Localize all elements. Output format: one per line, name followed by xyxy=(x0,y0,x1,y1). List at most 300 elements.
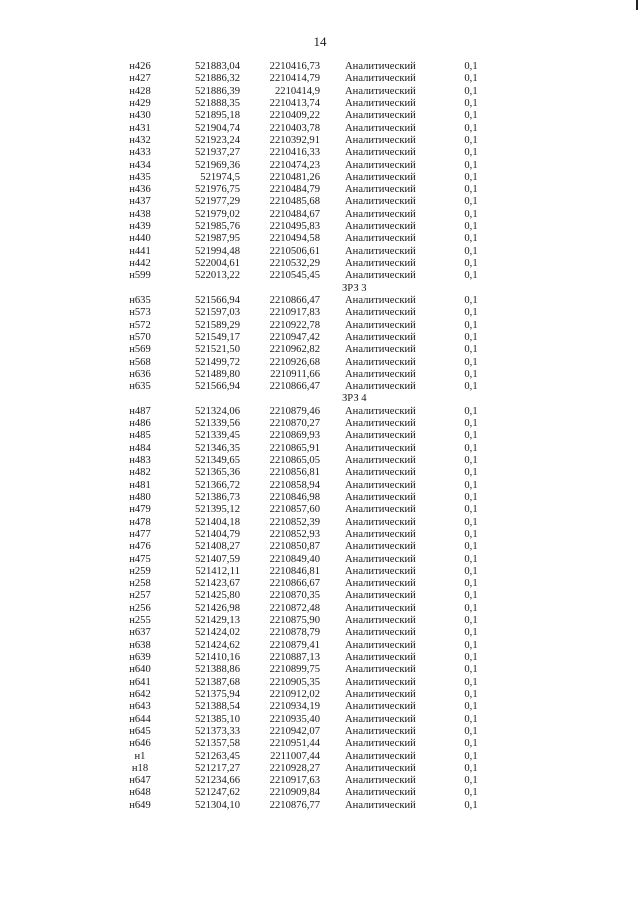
accuracy: 0,1 xyxy=(464,258,478,269)
y-coordinate: 2210878,79 xyxy=(269,627,320,639)
accuracy: 0,1 xyxy=(464,97,478,109)
table-row xyxy=(0,233,640,245)
x-coordinate: 521974,5 xyxy=(200,171,240,183)
point-id: н427 xyxy=(129,73,151,85)
x-coordinate: 521499,72 xyxy=(194,356,240,368)
point-id: н18 xyxy=(131,762,149,774)
method: Аналитический xyxy=(345,713,416,725)
method: Аналитический xyxy=(345,85,416,97)
method: Аналитический xyxy=(345,159,416,171)
x-coordinate: 521339,45 xyxy=(194,430,240,442)
y-coordinate: 2210474,23 xyxy=(269,159,320,171)
point-id: н483 xyxy=(129,455,151,466)
point-id: н645 xyxy=(129,725,151,737)
y-coordinate: 2210911,66 xyxy=(270,368,320,380)
x-coordinate: 521883,04 xyxy=(194,61,240,72)
point-id: н568 xyxy=(129,356,151,368)
point-id: н641 xyxy=(129,676,151,688)
point-id: н1 xyxy=(134,750,146,762)
x-coordinate: 521979,02 xyxy=(194,208,240,220)
x-coordinate: 521387,68 xyxy=(194,676,240,688)
method: Аналитический xyxy=(345,750,416,762)
x-coordinate: 521969,36 xyxy=(194,159,240,171)
method: Аналитический xyxy=(345,442,416,454)
point-id: н646 xyxy=(129,738,151,750)
accuracy: 0,1 xyxy=(464,775,478,787)
method: Аналитический xyxy=(345,664,416,676)
accuracy: 0,1 xyxy=(464,442,478,454)
point-id: н636 xyxy=(129,368,151,380)
table-row xyxy=(0,738,640,750)
x-coordinate: 521404,18 xyxy=(194,516,240,528)
accuracy: 0,1 xyxy=(464,799,478,811)
x-coordinate: 521404,79 xyxy=(194,528,240,540)
table-row xyxy=(0,517,640,529)
method: Аналитический xyxy=(345,73,416,85)
method: Аналитический xyxy=(345,701,416,713)
y-coordinate: 2210494,58 xyxy=(269,233,320,245)
section-heading-row xyxy=(0,393,640,405)
point-id: н436 xyxy=(129,184,151,196)
y-coordinate: 2210857,60 xyxy=(269,504,320,516)
y-coordinate: 2210870,35 xyxy=(269,590,320,602)
point-id: н573 xyxy=(129,307,151,319)
accuracy: 0,1 xyxy=(464,122,478,134)
method: Аналитический xyxy=(345,553,416,565)
point-id: н638 xyxy=(129,639,151,651)
table-row xyxy=(0,172,640,184)
table-row xyxy=(0,135,640,147)
accuracy: 0,1 xyxy=(464,73,478,85)
point-id: н481 xyxy=(129,479,151,491)
y-coordinate: 2210416,73 xyxy=(269,61,320,72)
y-coordinate: 2210409,22 xyxy=(269,110,320,122)
x-coordinate: 521412,11 xyxy=(195,565,240,577)
y-coordinate: 2210917,83 xyxy=(269,307,320,319)
method: Аналитический xyxy=(345,147,416,159)
point-id: н476 xyxy=(129,541,151,553)
point-id: н432 xyxy=(129,134,151,146)
x-coordinate: 521977,29 xyxy=(194,196,240,208)
method: Аналитический xyxy=(345,504,416,516)
method: Аналитический xyxy=(345,245,416,257)
point-id: н484 xyxy=(129,442,151,454)
x-coordinate: 521304,10 xyxy=(194,799,240,811)
x-coordinate: 521923,24 xyxy=(194,134,240,146)
point-id: н569 xyxy=(129,344,151,356)
x-coordinate: 521423,67 xyxy=(194,578,240,590)
y-coordinate: 2210413,74 xyxy=(269,97,320,109)
y-coordinate: 2210850,87 xyxy=(269,541,320,553)
method: Аналитический xyxy=(345,344,416,356)
x-coordinate: 521388,86 xyxy=(194,664,240,676)
accuracy: 0,1 xyxy=(464,762,478,774)
accuracy: 0,1 xyxy=(464,110,478,122)
table-row xyxy=(0,787,640,799)
table-row xyxy=(0,110,640,122)
y-coordinate: 2210506,61 xyxy=(269,245,320,257)
table-row xyxy=(0,689,640,701)
y-coordinate: 2210532,29 xyxy=(269,258,320,269)
y-coordinate: 2210951,44 xyxy=(269,738,320,750)
method: Аналитический xyxy=(345,221,416,233)
method: Аналитический xyxy=(345,627,416,639)
accuracy: 0,1 xyxy=(464,541,478,553)
method: Аналитический xyxy=(345,61,416,72)
y-coordinate: 2210414,79 xyxy=(269,73,320,85)
table-row xyxy=(0,701,640,713)
table-row xyxy=(0,295,640,307)
y-coordinate: 2210905,35 xyxy=(269,676,320,688)
x-coordinate: 521349,65 xyxy=(194,455,240,466)
x-coordinate: 521375,94 xyxy=(194,688,240,700)
y-coordinate: 2210865,91 xyxy=(269,442,320,454)
method: Аналитический xyxy=(345,307,416,319)
y-coordinate: 2210922,78 xyxy=(269,319,320,331)
x-coordinate: 522013,22 xyxy=(194,270,240,282)
table-row xyxy=(0,590,640,602)
accuracy: 0,1 xyxy=(464,196,478,208)
x-coordinate: 521886,39 xyxy=(194,85,240,97)
method: Аналитический xyxy=(345,541,416,553)
table-row xyxy=(0,320,640,332)
x-coordinate: 521994,48 xyxy=(194,245,240,257)
point-id: н635 xyxy=(129,381,151,393)
x-coordinate: 521937,27 xyxy=(194,147,240,159)
y-coordinate: 2210392,91 xyxy=(269,134,320,146)
table-row xyxy=(0,578,640,590)
table-row xyxy=(0,418,640,430)
y-coordinate: 2210887,13 xyxy=(269,652,320,663)
y-coordinate: 2210856,81 xyxy=(269,467,320,479)
table-row xyxy=(0,196,640,208)
x-coordinate: 521263,45 xyxy=(194,750,240,762)
method: Аналитический xyxy=(345,208,416,220)
table-row xyxy=(0,406,640,418)
accuracy: 0,1 xyxy=(464,159,478,171)
accuracy: 0,1 xyxy=(464,381,478,393)
table-row xyxy=(0,381,640,393)
point-id: н480 xyxy=(129,491,151,503)
y-coordinate: 2210934,19 xyxy=(269,701,320,713)
y-coordinate: 2210481,26 xyxy=(269,171,320,183)
accuracy: 0,1 xyxy=(464,208,478,220)
y-coordinate: 2210403,78 xyxy=(269,122,320,134)
method: Аналитический xyxy=(345,381,416,393)
y-coordinate: 2210935,40 xyxy=(269,713,320,725)
table-row xyxy=(0,652,640,664)
point-id: н635 xyxy=(129,294,151,306)
table-row xyxy=(0,332,640,344)
y-coordinate: 2210484,67 xyxy=(269,208,320,220)
y-coordinate: 2210962,82 xyxy=(269,344,320,356)
x-coordinate: 521365,36 xyxy=(194,467,240,479)
x-coordinate: 521388,54 xyxy=(194,701,240,713)
section-title: ЗРЗ 4 xyxy=(342,393,367,405)
accuracy: 0,1 xyxy=(464,738,478,750)
accuracy: 0,1 xyxy=(464,319,478,331)
method: Аналитический xyxy=(345,467,416,479)
section-heading-row xyxy=(0,283,640,295)
table-row xyxy=(0,615,640,627)
x-coordinate: 521895,18 xyxy=(194,110,240,122)
method: Аналитический xyxy=(345,738,416,750)
table-row xyxy=(0,147,640,159)
y-coordinate: 2210414,9 xyxy=(274,85,320,97)
y-coordinate: 2210872,48 xyxy=(269,602,320,614)
table-row xyxy=(0,603,640,615)
point-id: н485 xyxy=(129,430,151,442)
method: Аналитический xyxy=(345,639,416,651)
accuracy: 0,1 xyxy=(464,590,478,602)
table-row xyxy=(0,566,640,578)
method: Аналитический xyxy=(345,725,416,737)
point-id: н430 xyxy=(129,110,151,122)
y-coordinate: 2210899,75 xyxy=(269,664,320,676)
point-id: н640 xyxy=(129,664,151,676)
accuracy: 0,1 xyxy=(464,504,478,516)
point-id: н477 xyxy=(129,528,151,540)
accuracy: 0,1 xyxy=(464,368,478,380)
point-id: н438 xyxy=(129,208,151,220)
method: Аналитический xyxy=(345,405,416,417)
x-coordinate: 521597,03 xyxy=(194,307,240,319)
method: Аналитический xyxy=(345,270,416,282)
table-row xyxy=(0,307,640,319)
y-coordinate: 2210846,98 xyxy=(269,491,320,503)
accuracy: 0,1 xyxy=(464,85,478,97)
x-coordinate: 521366,72 xyxy=(194,479,240,491)
table-row xyxy=(0,184,640,196)
method: Аналитический xyxy=(345,196,416,208)
x-coordinate: 521426,98 xyxy=(194,602,240,614)
table-row xyxy=(0,775,640,787)
x-coordinate: 521589,29 xyxy=(194,319,240,331)
accuracy: 0,1 xyxy=(464,134,478,146)
x-coordinate: 521234,66 xyxy=(194,775,240,787)
x-coordinate: 521425,80 xyxy=(194,590,240,602)
y-coordinate: 2210866,47 xyxy=(269,294,320,306)
table-row xyxy=(0,357,640,369)
accuracy: 0,1 xyxy=(464,307,478,319)
coordinate-table xyxy=(0,61,640,812)
x-coordinate: 521346,35 xyxy=(194,442,240,454)
y-coordinate: 2210846,81 xyxy=(269,565,320,577)
table-row xyxy=(0,123,640,135)
table-row xyxy=(0,492,640,504)
x-coordinate: 521385,10 xyxy=(194,713,240,725)
method: Аналитический xyxy=(345,455,416,466)
table-row xyxy=(0,627,640,639)
point-id: н258 xyxy=(129,578,151,590)
table-row xyxy=(0,714,640,726)
method: Аналитический xyxy=(345,258,416,269)
table-row xyxy=(0,209,640,221)
method: Аналитический xyxy=(345,356,416,368)
method: Аналитический xyxy=(345,430,416,442)
table-row xyxy=(0,86,640,98)
y-coordinate: 2210875,90 xyxy=(269,615,320,627)
x-coordinate: 521410,16 xyxy=(194,652,240,663)
method: Аналитический xyxy=(345,331,416,343)
table-row xyxy=(0,467,640,479)
accuracy: 0,1 xyxy=(464,270,478,282)
x-coordinate: 521395,12 xyxy=(194,504,240,516)
accuracy: 0,1 xyxy=(464,344,478,356)
y-coordinate: 2210912,02 xyxy=(269,688,320,700)
table-row xyxy=(0,344,640,356)
method: Аналитический xyxy=(345,479,416,491)
x-coordinate: 521489,80 xyxy=(194,368,240,380)
x-coordinate: 521424,62 xyxy=(194,639,240,651)
accuracy: 0,1 xyxy=(464,750,478,762)
accuracy: 0,1 xyxy=(464,455,478,466)
accuracy: 0,1 xyxy=(464,61,478,72)
accuracy: 0,1 xyxy=(464,639,478,651)
accuracy: 0,1 xyxy=(464,516,478,528)
table-row xyxy=(0,369,640,381)
table-row xyxy=(0,98,640,110)
accuracy: 0,1 xyxy=(464,615,478,627)
table-row xyxy=(0,73,640,85)
y-coordinate: 2210876,77 xyxy=(269,799,320,811)
x-coordinate: 521217,27 xyxy=(194,762,240,774)
table-row xyxy=(0,800,640,812)
method: Аналитический xyxy=(345,787,416,799)
accuracy: 0,1 xyxy=(464,787,478,799)
method: Аналитический xyxy=(345,590,416,602)
section-title: ЗРЗ 3 xyxy=(342,282,367,294)
y-coordinate: 2210858,94 xyxy=(269,479,320,491)
y-coordinate: 2210866,47 xyxy=(269,381,320,393)
accuracy: 0,1 xyxy=(464,221,478,233)
point-id: н257 xyxy=(129,590,151,602)
accuracy: 0,1 xyxy=(464,479,478,491)
accuracy: 0,1 xyxy=(464,627,478,639)
point-id: н429 xyxy=(129,97,151,109)
y-coordinate: 2210942,07 xyxy=(269,725,320,737)
x-coordinate: 521408,27 xyxy=(194,541,240,553)
point-id: н649 xyxy=(129,799,151,811)
method: Аналитический xyxy=(345,652,416,663)
point-id: н642 xyxy=(129,688,151,700)
x-coordinate: 521976,75 xyxy=(194,184,240,196)
y-coordinate: 2210866,67 xyxy=(269,578,320,590)
table-row xyxy=(0,640,640,652)
point-id: н439 xyxy=(129,221,151,233)
point-id: н475 xyxy=(129,553,151,565)
point-id: н426 xyxy=(129,61,151,72)
accuracy: 0,1 xyxy=(464,701,478,713)
y-coordinate: 2210485,68 xyxy=(269,196,320,208)
method: Аналитический xyxy=(345,184,416,196)
point-id: н479 xyxy=(129,504,151,516)
accuracy: 0,1 xyxy=(464,553,478,565)
y-coordinate: 2210870,27 xyxy=(269,418,320,430)
accuracy: 0,1 xyxy=(464,664,478,676)
point-id: н255 xyxy=(129,615,151,627)
x-coordinate: 521985,76 xyxy=(194,221,240,233)
table-row xyxy=(0,258,640,270)
x-coordinate: 521429,13 xyxy=(194,615,240,627)
table-row xyxy=(0,763,640,775)
x-coordinate: 521424,02 xyxy=(194,627,240,639)
x-coordinate: 521407,59 xyxy=(194,553,240,565)
table-row xyxy=(0,664,640,676)
point-id: н442 xyxy=(129,258,151,269)
x-coordinate: 521324,06 xyxy=(194,405,240,417)
x-coordinate: 521904,74 xyxy=(194,122,240,134)
point-id: н643 xyxy=(129,701,151,713)
method: Аналитический xyxy=(345,97,416,109)
accuracy: 0,1 xyxy=(464,467,478,479)
table-row xyxy=(0,270,640,282)
x-coordinate: 521566,94 xyxy=(194,294,240,306)
scan-edge-mark xyxy=(636,0,638,10)
method: Аналитический xyxy=(345,565,416,577)
method: Аналитический xyxy=(345,491,416,503)
accuracy: 0,1 xyxy=(464,528,478,540)
accuracy: 0,1 xyxy=(464,491,478,503)
accuracy: 0,1 xyxy=(464,676,478,688)
y-coordinate: 2210495,83 xyxy=(269,221,320,233)
accuracy: 0,1 xyxy=(464,602,478,614)
point-id: н486 xyxy=(129,418,151,430)
method: Аналитический xyxy=(345,688,416,700)
table-row xyxy=(0,751,640,763)
x-coordinate: 521549,17 xyxy=(194,331,240,343)
point-id: н572 xyxy=(129,319,151,331)
point-id: н431 xyxy=(129,122,151,134)
method: Аналитический xyxy=(345,676,416,688)
table-row xyxy=(0,246,640,258)
table-row xyxy=(0,455,640,467)
x-coordinate: 521886,32 xyxy=(194,73,240,85)
method: Аналитический xyxy=(345,134,416,146)
point-id: н644 xyxy=(129,713,151,725)
method: Аналитический xyxy=(345,233,416,245)
y-coordinate: 2210879,41 xyxy=(269,639,320,651)
x-coordinate: 521521,50 xyxy=(194,344,240,356)
table-row xyxy=(0,443,640,455)
point-id: н259 xyxy=(129,565,151,577)
y-coordinate: 2210926,68 xyxy=(269,356,320,368)
accuracy: 0,1 xyxy=(464,184,478,196)
method: Аналитический xyxy=(345,762,416,774)
point-id: н440 xyxy=(129,233,151,245)
point-id: н599 xyxy=(129,270,151,282)
method: Аналитический xyxy=(345,775,416,787)
point-id: н648 xyxy=(129,787,151,799)
table-row xyxy=(0,480,640,492)
y-coordinate: 2210852,93 xyxy=(269,528,320,540)
method: Аналитический xyxy=(345,799,416,811)
point-id: н256 xyxy=(129,602,151,614)
y-coordinate: 2210416,33 xyxy=(269,147,320,159)
x-coordinate: 521247,62 xyxy=(194,787,240,799)
table-row xyxy=(0,529,640,541)
accuracy: 0,1 xyxy=(464,713,478,725)
table-row xyxy=(0,504,640,516)
table-row xyxy=(0,61,640,73)
accuracy: 0,1 xyxy=(464,171,478,183)
y-coordinate: 2211007,44 xyxy=(270,750,320,762)
y-coordinate: 2210484,79 xyxy=(269,184,320,196)
accuracy: 0,1 xyxy=(464,652,478,663)
y-coordinate: 2210545,45 xyxy=(269,270,320,282)
method: Аналитический xyxy=(345,122,416,134)
point-id: н482 xyxy=(129,467,151,479)
